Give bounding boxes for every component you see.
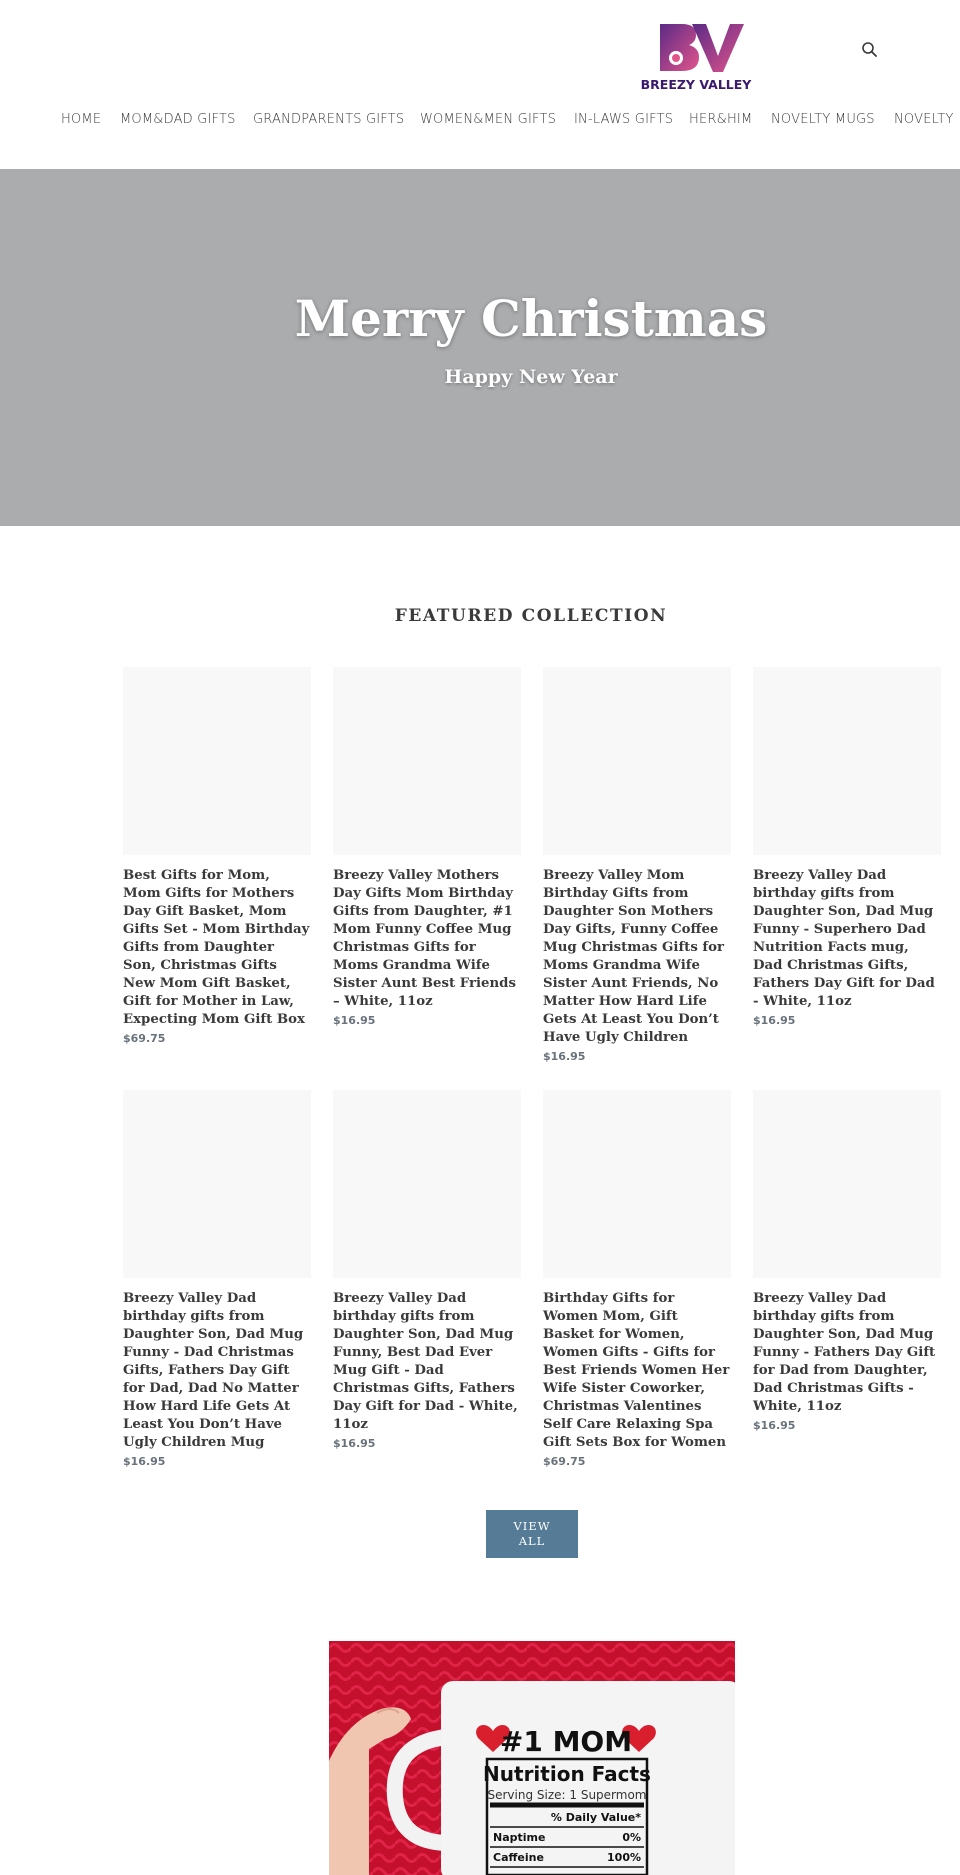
product-price: $16.95 <box>543 1050 586 1063</box>
view-all-button[interactable] <box>486 1510 578 1558</box>
nav-in-laws-gifts[interactable]: IN-LAWS GIFTS <box>574 112 674 127</box>
product-image[interactable] <box>753 667 941 855</box>
product-title[interactable]: Breezy Valley Dad birthday gifts from Daughter Son, Dad Mug Funny - Superhero Dad Nutrition Facts mug, Dad Christmas Gifts, Fathers Day Gift for Dad - White, 11oz <box>753 868 935 1009</box>
nutrition-row-name: Caffeine <box>493 1851 544 1864</box>
hero-title: Merry Christmas <box>294 289 768 348</box>
product-image[interactable] <box>543 667 731 855</box>
product-title[interactable]: Birthday Gifts for Women Mom, Gift Basket for Women, Women Gifts - Gifts for Best Friends Women Her Wife Sister Coworker, Christmas Valentines Self Care Relaxing Spa Gift Sets Box for Women <box>543 1291 730 1450</box>
daily-value-heading: % Daily Value* <box>550 1811 641 1824</box>
nav-mom-dad-gifts[interactable]: MOM&DAD GIFTS <box>120 112 236 127</box>
product-card[interactable] <box>333 1090 521 1450</box>
product-price: $69.75 <box>123 1032 166 1045</box>
product-title[interactable]: Breezy Valley Dad birthday gifts from Daughter Son, Dad Mug Funny - Dad Christmas Gifts, Fathers Day Gift for Dad, Dad No Matter How Hard Life Gets At Least You Don’t Have Ugly Children Mug <box>123 1291 304 1450</box>
product-title[interactable]: Breezy Valley Dad birthday gifts from Daughter Son, Dad Mug Funny - Fathers Day Gift for Dad from Daughter, Dad Christmas Gifts - White, 11oz <box>753 1291 936 1414</box>
product-title[interactable]: Breezy Valley Mom Birthday Gifts from Daughter Son Mothers Day Gifts, Funny Coffee Mug Christmas Gifts for Moms Grandma Wife Sister Aunt Friends, No Matter How Hard Life Gets At Least You Don’t Have Ugly Children <box>543 868 725 1045</box>
hero-subtitle: Happy New Year <box>444 366 618 388</box>
nav-grandparents-gifts[interactable]: GRANDPARENTS GIFTS <box>253 112 405 127</box>
product-image[interactable] <box>753 1090 941 1278</box>
product-image[interactable] <box>333 1090 521 1278</box>
product-image[interactable] <box>123 667 311 855</box>
product-image[interactable] <box>333 667 521 855</box>
mug-illustration <box>329 1641 735 1875</box>
search-icon <box>858 38 882 62</box>
product-card[interactable] <box>543 667 731 1063</box>
view-all-label-line2: ALL <box>518 1534 546 1548</box>
search-button[interactable] <box>858 38 882 62</box>
nav-novelty-mugs[interactable]: NOVELTY MUGS <box>771 112 875 127</box>
nutrition-row-name: Naptime <box>493 1831 546 1844</box>
product-card[interactable] <box>753 667 941 1027</box>
product-card[interactable] <box>543 1090 731 1468</box>
product-image[interactable] <box>123 1090 311 1278</box>
product-title[interactable]: Breezy Valley Dad birthday gifts from Daughter Son, Dad Mug Funny, Best Dad Ever Mug Gift - Dad Christmas Gifts, Fathers Day Gift for Dad - White, 11oz <box>333 1291 518 1432</box>
nav-novelty[interactable]: NOVELTY <box>894 112 954 127</box>
main-nav <box>0 112 960 132</box>
product-card[interactable] <box>753 1090 941 1432</box>
promo-mug-image[interactable] <box>329 1641 735 1875</box>
logo-text: BREEZY VALLEY <box>640 77 752 92</box>
nav-home[interactable]: HOME <box>61 112 102 127</box>
product-price: $16.95 <box>333 1437 376 1450</box>
product-price: $16.95 <box>753 1419 796 1432</box>
site-header <box>0 0 960 169</box>
product-price: $16.95 <box>333 1014 376 1027</box>
nutrition-row-value: 0% <box>622 1831 641 1844</box>
serving-size: Serving Size: 1 Supermom <box>487 1788 647 1802</box>
mug-heading: #1 MOM <box>499 1725 633 1758</box>
product-price: $69.75 <box>543 1455 586 1468</box>
product-image[interactable] <box>543 1090 731 1278</box>
product-card[interactable] <box>123 667 311 1045</box>
view-all-label-line1: VIEW <box>513 1519 551 1533</box>
product-price: $16.95 <box>123 1455 166 1468</box>
product-card[interactable] <box>333 667 521 1027</box>
product-title[interactable]: Best Gifts for Mom, Mom Gifts for Mothers Day Gift Basket, Mom Gifts Set - Mom Birthday Gifts from Daughter Son, Christmas Gifts New Mom Gift Basket, Gift for Mother in Law, Expecting Mom Gift Box <box>123 868 310 1027</box>
featured-collection-title: FEATURED COLLECTION <box>394 606 668 626</box>
nav-women-men-gifts[interactable]: WOMEN&MEN GIFTS <box>420 112 557 127</box>
product-price: $16.95 <box>753 1014 796 1027</box>
product-title[interactable]: Breezy Valley Mothers Day Gifts Mom Birthday Gifts from Daughter, #1 Mom Funny Coffee Mug Christmas Gifts for Moms Grandma Wife Sister Aunt Best Friends – White, 11oz <box>333 868 516 1009</box>
nutrition-title: Nutrition Facts <box>483 1762 651 1786</box>
nav-her-him[interactable]: HER&HIM <box>689 112 753 127</box>
brand-logo[interactable] <box>638 18 754 94</box>
product-card[interactable] <box>123 1090 311 1468</box>
hero-banner[interactable] <box>0 169 960 526</box>
nutrition-row-value: 100% <box>607 1851 641 1864</box>
